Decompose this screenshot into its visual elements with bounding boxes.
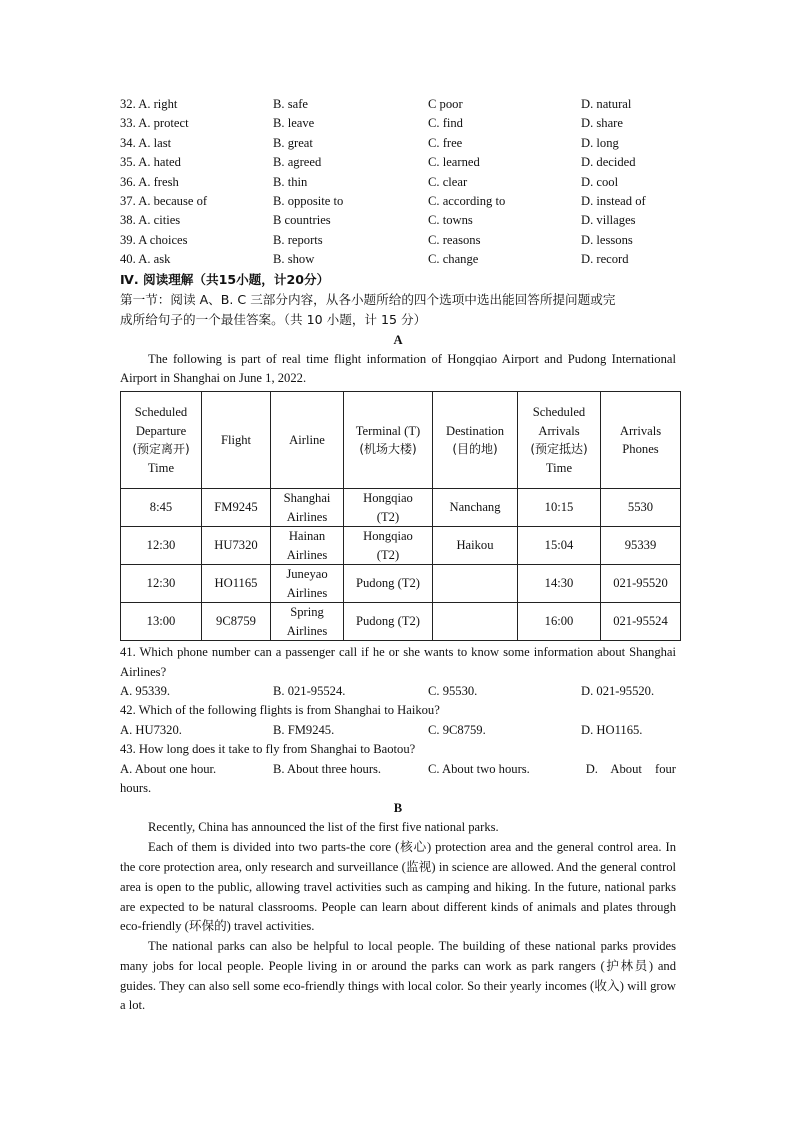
cell-flight: FM9245	[202, 489, 271, 527]
question-number: 34.	[120, 135, 136, 150]
cell-flight: HU7320	[202, 527, 271, 565]
table-row	[121, 603, 681, 641]
cell-flight: 9C8759	[202, 603, 271, 641]
option-row-34	[120, 134, 676, 153]
option-a: A. About one hour.	[120, 761, 217, 776]
option-d: D. cool	[581, 174, 619, 189]
question-number: 37.	[120, 193, 136, 208]
cell-airline: Spring Airlines	[271, 603, 344, 641]
cell-terminal: Hongqiao (T2)	[344, 489, 433, 527]
question-number: 36.	[120, 174, 136, 189]
cell-arrival: 15:04	[518, 527, 601, 565]
option-b: B. FM9245.	[273, 722, 335, 737]
option-d: D. decided	[581, 155, 636, 170]
option-d: D. instead of	[581, 193, 646, 208]
cell-destination: Nanchang	[433, 489, 518, 527]
option-row-35	[120, 153, 676, 172]
table-row	[121, 527, 681, 565]
header-destination: Destination (目的地)	[433, 392, 518, 489]
option-a: A. because of	[138, 193, 208, 208]
option-c: C. 9C8759.	[428, 722, 486, 737]
option-d: D. villages	[581, 213, 636, 228]
header-departure: Scheduled Departure (预定离开) Time	[121, 392, 202, 489]
cell-airline: Hainan Airlines	[271, 527, 344, 565]
cell-airline: Shanghai Airlines	[271, 489, 344, 527]
cell-destination	[433, 603, 518, 641]
option-b: B. reports	[273, 232, 323, 247]
option-c: C. towns	[428, 213, 473, 228]
cell-departure: 12:30	[121, 565, 202, 603]
option-b: B. About three hours.	[273, 761, 382, 776]
option-a: A. right	[138, 97, 178, 111]
option-d: D. natural	[581, 97, 632, 111]
option-a: A. protect	[138, 116, 189, 131]
cell-arrival: 10:15	[518, 489, 601, 527]
question-42-stem: 42. Which of the following flights is from Shanghai to Haikou?	[120, 703, 440, 718]
question-43-stem: 43. How long does it take to fly from Shanghai to Baotou?	[120, 742, 416, 757]
cloze-options	[120, 95, 676, 270]
option-c: C. according to	[428, 193, 506, 208]
option-b: B. thin	[273, 174, 308, 189]
table-row	[121, 565, 681, 603]
option-b: B. leave	[273, 116, 315, 131]
passage-b-paragraph-2: Each of them is divided into two parts-the core (核心) protection area and the general control area. In the core protection area, only research and surveillance (监视) in science are allowed. And the general control area is open to the public, allowing travel activities such as camping and hiking. In the future, national parks are expected to be natural classrooms. People can learn about different kinds of animals and plates through eco-friendly (环保的) travel activities.	[120, 840, 676, 934]
section-instructions-line2: 成所给句子的一个最佳答案。（共 10 小题，计 15 分）	[120, 311, 427, 327]
cell-departure: 13:00	[121, 603, 202, 641]
section-heading: Ⅳ. 阅读理解（共15小题，计20分）	[120, 271, 330, 287]
cell-flight: HO1165	[202, 565, 271, 603]
cell-arrival: 16:00	[518, 603, 601, 641]
option-a: A. 95339.	[120, 683, 171, 698]
header-flight: Flight	[202, 392, 271, 489]
question-number: 33.	[120, 116, 136, 131]
option-c: C. free	[428, 135, 463, 150]
option-row-33	[120, 114, 676, 133]
option-d: D. lessons	[581, 232, 633, 247]
option-d: D. 021-95520.	[581, 683, 655, 698]
option-b: B. safe	[273, 97, 308, 111]
passage-b-paragraph-3: The national parks can also be helpful to local people. The building of these national parks provides many jobs for local people. People living in or around the parks can work as park rangers (护林员) and guides. They can also sell some eco-friendly things with local color. So their yearly incomes (收入) will grow a lot.	[120, 939, 676, 1013]
option-c: C. change	[428, 252, 479, 267]
cell-departure: 12:30	[121, 527, 202, 565]
header-airline: Airline	[271, 392, 344, 489]
option-d: D. record	[581, 252, 629, 267]
passage-b-paragraph-1: Recently, China has announced the list of the first five national parks.	[148, 820, 499, 835]
option-row-40	[120, 250, 676, 269]
option-b: B. opposite to	[273, 193, 344, 208]
option-b: B. 021-95524.	[273, 683, 346, 698]
option-d: D. long	[581, 135, 619, 150]
section-instructions-line1: 第一节：阅读 A、B. C 三部分内容，从各小题所给的四个选项中选出能回答所提问题或完	[120, 291, 616, 307]
question-42-options	[120, 721, 676, 740]
question-43-options	[120, 760, 676, 779]
option-d: D. HO1165.	[581, 722, 643, 737]
passage-b-label: B	[393, 801, 403, 816]
option-c: C. learned	[428, 155, 480, 170]
cell-airline: Juneyao Airlines	[271, 565, 344, 603]
cell-phone: 95339	[601, 527, 681, 565]
question-number: 39.	[120, 232, 136, 247]
option-row-38	[120, 211, 676, 230]
question-number: 32.	[120, 97, 136, 111]
option-c: C. reasons	[428, 232, 481, 247]
question-number: 35.	[120, 155, 136, 170]
cell-destination	[433, 565, 518, 603]
option-b: B. agreed	[273, 155, 322, 170]
cell-phone: 021-95524	[601, 603, 681, 641]
question-43-option-d-continued: hours.	[120, 780, 152, 795]
cell-terminal: Pudong (T2)	[344, 565, 433, 603]
option-a: A. cities	[138, 213, 181, 228]
table-header-row	[121, 392, 681, 489]
cell-phone: 5530	[601, 489, 681, 527]
option-a: A. ask	[138, 252, 171, 267]
question-41-options	[120, 682, 676, 701]
option-a: A. last	[138, 135, 172, 150]
option-row-37	[120, 192, 676, 211]
cell-terminal: Pudong (T2)	[344, 603, 433, 641]
option-a: A. fresh	[138, 174, 179, 189]
cell-arrival: 14:30	[518, 565, 601, 603]
option-a: A. hated	[138, 155, 181, 170]
passage-a-label: A	[393, 332, 403, 347]
question-number: 40.	[120, 252, 136, 267]
option-d: D. About four	[585, 761, 676, 776]
passage-a-intro: The following is part of real time flight information of Hongqiao Airport and Pudong International Airport in Shanghai on June 1, 2022.	[120, 351, 676, 386]
option-c: C. 95530.	[428, 683, 478, 698]
option-d: D. share	[581, 116, 623, 131]
option-b: B countries	[273, 213, 331, 228]
exam-page	[120, 95, 676, 1016]
header-arrivals-phones: Arrivals Phones	[601, 392, 681, 489]
option-b: B. show	[273, 252, 315, 267]
question-41-stem: 41. Which phone number can a passenger call if he or she wants to know some information about Shanghai Airlines?	[120, 645, 676, 679]
cell-destination: Haikou	[433, 527, 518, 565]
header-arrivals-time: Scheduled Arrivals (预定抵达) Time	[518, 392, 601, 489]
flight-table	[120, 391, 681, 641]
header-terminal: Terminal (T) (机场大楼)	[344, 392, 433, 489]
cell-departure: 8:45	[121, 489, 202, 527]
option-b: B. great	[273, 135, 313, 150]
option-c: C. find	[428, 116, 463, 131]
option-c: C. clear	[428, 174, 468, 189]
option-a: A choices	[138, 232, 188, 247]
option-c: C. About two hours.	[428, 761, 530, 776]
option-row-39	[120, 231, 676, 250]
option-a: A. HU7320.	[120, 722, 182, 737]
cell-phone: 021-95520	[601, 565, 681, 603]
option-row-32	[120, 95, 676, 114]
question-number: 38.	[120, 213, 136, 228]
option-row-36	[120, 173, 676, 192]
cell-terminal: Hongqiao (T2)	[344, 527, 433, 565]
table-row	[121, 489, 681, 527]
option-c: C poor	[428, 97, 463, 111]
